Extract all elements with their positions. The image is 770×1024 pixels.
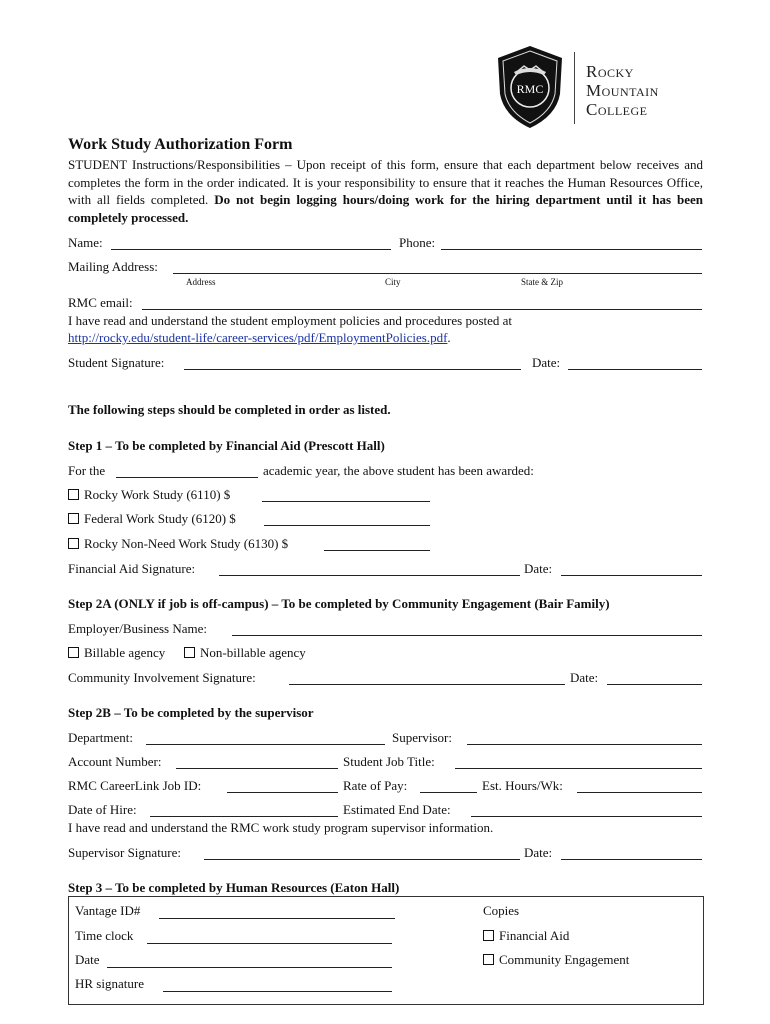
policy-text: I have read and understand the student employment policies and procedures posted at <box>68 313 513 328</box>
rate-label: Rate of Pay: <box>343 778 408 793</box>
logo-divider <box>574 52 575 124</box>
end-date-label: Estimated End Date: <box>343 802 451 817</box>
hr-signature-label: HR signature <box>75 976 144 991</box>
name-field[interactable] <box>111 249 391 250</box>
step2b-heading: Step 2B – To be completed by the supervisor <box>68 705 314 720</box>
step3-heading: Step 3 – To be completed by Human Resources (Eaton Hall) <box>68 880 400 895</box>
instructions-paragraph <box>68 156 703 226</box>
address-sublabel: Address <box>186 277 216 287</box>
checkbox-icon[interactable] <box>68 513 79 524</box>
mailing-address-field[interactable] <box>173 273 702 274</box>
award-amount-federal[interactable] <box>264 525 430 526</box>
mailing-address-label: Mailing Address: <box>68 259 158 274</box>
supervisor-agreement-text: I have read and understand the RMC work study program supervisor information. <box>68 820 494 835</box>
community-date-label: Date: <box>570 670 599 685</box>
hours-field[interactable] <box>577 792 702 793</box>
shield-seal-icon <box>494 44 566 130</box>
supervisor-signature-label: Supervisor Signature: <box>68 845 182 860</box>
department-label: Department: <box>68 730 133 745</box>
checkbox-icon[interactable] <box>68 489 79 500</box>
job-title-label: Student Job Title: <box>343 754 435 769</box>
award-amount-rocky[interactable] <box>262 501 430 502</box>
college-logo <box>494 44 684 130</box>
rate-field[interactable] <box>420 792 477 793</box>
timeclock-label: Time clock <box>75 928 134 943</box>
svg-text:RMC: RMC <box>516 82 544 96</box>
logo-name-line2: Mountain <box>586 81 659 100</box>
hr-signature-field[interactable] <box>163 991 392 992</box>
award-option-nonneed[interactable]: Rocky Non-Need Work Study (6130) $ <box>68 536 288 552</box>
policy-link[interactable]: http://rocky.edu/student-life/career-services/pdf/EmploymentPolicies.pdf <box>68 330 448 345</box>
job-title-field[interactable] <box>455 768 702 769</box>
form-title: Work Study Authorization Form <box>68 136 293 153</box>
award-option-rocky[interactable]: Rocky Work Study (6110) $ <box>68 487 230 503</box>
vantage-field[interactable] <box>159 918 395 919</box>
copies-label: Copies <box>483 903 520 918</box>
employer-field[interactable] <box>232 635 702 636</box>
checkbox-icon[interactable] <box>68 538 79 549</box>
logo-name-line3: College <box>586 100 648 119</box>
for-the-label: For the <box>68 463 106 478</box>
financial-aid-date-label: Date: <box>524 561 553 576</box>
timeclock-field[interactable] <box>147 943 392 944</box>
steps-note: The following steps should be completed in order as listed. <box>68 402 391 417</box>
instructions-bold-text: Do not begin logging hours/doing work for the hiring department until it has been completely processed. <box>68 192 703 225</box>
end-date-field[interactable] <box>471 816 702 817</box>
hire-date-label: Date of Hire: <box>68 802 137 817</box>
instructions-text: STUDENT Instructions/Responsibilities – Upon receipt of this form, ensure that each department below receives and completes the form in the order indicated. It is your responsibility to ensure that it reaches the Human Resources Office, with all fields completed. <box>68 157 703 207</box>
email-field[interactable] <box>142 309 702 310</box>
student-date-field[interactable] <box>568 369 702 370</box>
logo-name-line1: Rocky <box>586 62 634 81</box>
financial-aid-date-field[interactable] <box>561 575 702 576</box>
community-signature-field[interactable] <box>289 684 565 685</box>
careerlink-field[interactable] <box>227 792 338 793</box>
account-field[interactable] <box>176 768 338 769</box>
academic-year-text: academic year, the above student has been awarded: <box>263 463 534 478</box>
student-signature-field[interactable] <box>184 369 521 370</box>
hire-date-field[interactable] <box>150 816 338 817</box>
hr-date-label: Date <box>75 952 100 967</box>
student-date-label: Date: <box>532 355 561 370</box>
student-signature-label: Student Signature: <box>68 355 165 370</box>
step1-heading: Step 1 – To be completed by Financial Aid (Prescott Hall) <box>68 438 385 453</box>
hours-label: Est. Hours/Wk: <box>482 778 563 793</box>
email-label: RMC email: <box>68 295 133 310</box>
city-sublabel: City <box>385 277 401 287</box>
hr-box <box>68 896 704 1005</box>
copy-community-engagement[interactable]: Community Engagement <box>483 952 629 968</box>
careerlink-label: RMC CareerLink Job ID: <box>68 778 202 793</box>
community-signature-label: Community Involvement Signature: <box>68 670 256 685</box>
step2a-heading: Step 2A (ONLY if job is off-campus) – To be completed by Community Engagement (Bair Family) <box>68 596 610 611</box>
supervisor-date-label: Date: <box>524 845 553 860</box>
financial-aid-signature-label: Financial Aid Signature: <box>68 561 196 576</box>
hr-date-field[interactable] <box>107 967 392 968</box>
supervisor-label: Supervisor: <box>392 730 452 745</box>
financial-aid-signature-field[interactable] <box>219 575 520 576</box>
state-zip-sublabel: State & Zip <box>521 277 563 287</box>
supervisor-field[interactable] <box>467 744 702 745</box>
department-field[interactable] <box>146 744 385 745</box>
supervisor-date-field[interactable] <box>561 859 702 860</box>
employer-label: Employer/Business Name: <box>68 621 208 636</box>
vantage-label: Vantage ID# <box>75 903 141 918</box>
billable-option[interactable]: Billable agency <box>68 645 165 661</box>
community-date-field[interactable] <box>607 684 702 685</box>
academic-year-field[interactable] <box>116 477 258 478</box>
copy-financial-aid[interactable]: Financial Aid <box>483 928 569 944</box>
non-billable-option[interactable]: Non-billable agency <box>184 645 306 661</box>
phone-field[interactable] <box>441 249 702 250</box>
policy-end: . <box>447 330 451 345</box>
name-label: Name: <box>68 235 103 250</box>
award-option-federal[interactable]: Federal Work Study (6120) $ <box>68 511 236 527</box>
checkbox-icon[interactable] <box>483 930 494 941</box>
checkbox-icon[interactable] <box>483 954 494 965</box>
supervisor-signature-field[interactable] <box>204 859 520 860</box>
phone-label: Phone: <box>399 235 436 250</box>
checkbox-icon[interactable] <box>68 647 79 658</box>
award-amount-nonneed[interactable] <box>324 550 430 551</box>
account-label: Account Number: <box>68 754 162 769</box>
checkbox-icon[interactable] <box>184 647 195 658</box>
